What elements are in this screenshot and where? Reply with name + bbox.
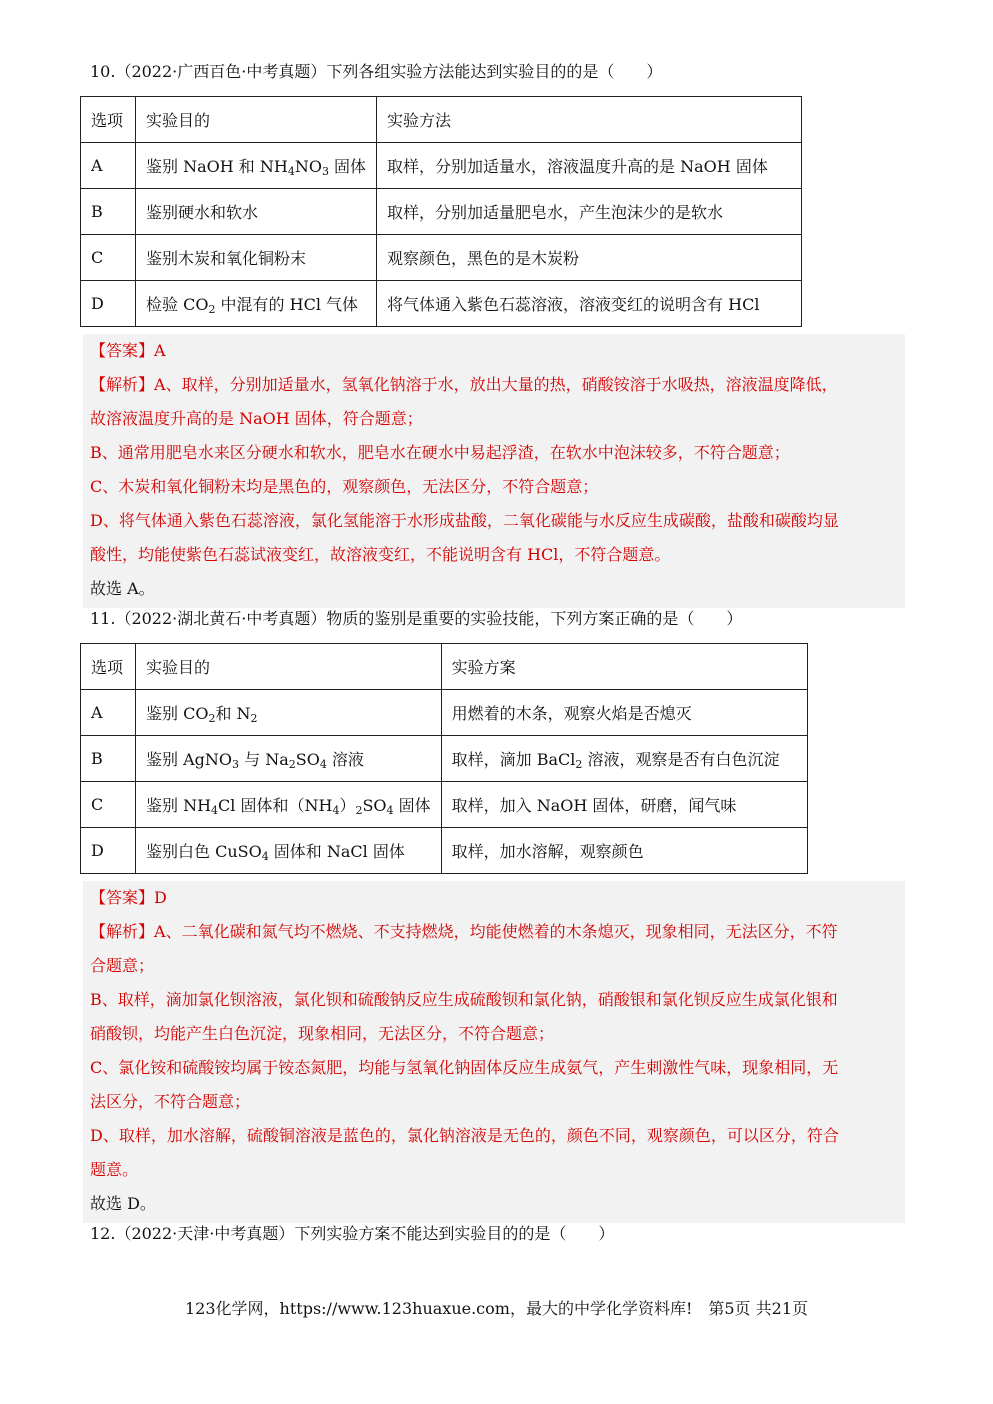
- header-method: 实验方法: [377, 97, 802, 143]
- table-row: [81, 189, 802, 235]
- method-cell: 取样，滴加 BaCl$_2$ 溶液，观察是否有白色沉淀: [441, 736, 807, 782]
- question-10-table: [80, 96, 802, 327]
- goal-cell: 鉴别木炭和氧化铜粉末: [136, 235, 377, 281]
- goal-cell: 鉴别白色 CuSO$_4$ 固体和 NaCl 固体: [136, 828, 442, 874]
- table-row: [81, 782, 808, 828]
- final-answer: 故选 D。: [90, 1194, 156, 1213]
- analysis-tag: 【解析】: [90, 922, 155, 941]
- table-row: [81, 235, 802, 281]
- answer-line: [90, 334, 905, 368]
- method-cell: 用燃着的木条，观察火焰是否熄灭: [441, 690, 807, 736]
- header-goal: 实验目的: [136, 644, 442, 690]
- analysis-line: B、取样，滴加氯化钡溶液，氯化钡和硫酸钠反应生成硫酸钡和氯化钠，硝酸银和氯化钡反应生成氯化银和: [90, 990, 838, 1009]
- option-cell: C: [81, 235, 136, 281]
- answer-key: D: [154, 888, 167, 907]
- answer-line: [90, 881, 905, 915]
- table-row: [81, 143, 802, 189]
- analysis-line: D、将气体通入紫色石蕊溶液，氯化氢能溶于水形成盐酸，二氧化碳能与水反应生成碳酸，盐酸和碳酸均显: [90, 511, 839, 530]
- method-cell: 将气体通入紫色石蕊溶液，溶液变红的说明含有 HCl: [377, 281, 802, 327]
- analysis-line: 法区分，不符合题意；: [90, 1092, 251, 1111]
- question-12-title: 12.（2022·天津·中考真题）下列实验方案不能达到实验目的的是（ ）: [90, 1224, 615, 1243]
- goal-cell: 鉴别 NaOH 和 $NH_4NO_3$ 固体: [136, 143, 377, 189]
- analysis-line: 【解析】A、取样，分别加适量水，氢氧化钠溶于水，放出大量的热，硝酸铵溶于水吸热，溶液温度降低，: [90, 375, 838, 394]
- table-row: [81, 690, 808, 736]
- method-cell: 取样，分别加适量水，溶液温度升高的是 NaOH 固体: [377, 143, 802, 189]
- option-cell: D: [81, 828, 136, 874]
- goal-cell: 检验 $CO_2$ 中混有的 HCl 气体: [136, 281, 377, 327]
- question-11-title: 11.（2022·湖北黄石·中考真题）物质的鉴别是重要的实验技能，下列方案正确的是（ ）: [90, 609, 743, 628]
- table-row: [81, 736, 808, 782]
- option-cell: A: [81, 143, 136, 189]
- table-header-row: [81, 97, 802, 143]
- option-cell: D: [81, 281, 136, 327]
- final-answer: 故选 A。: [90, 579, 155, 598]
- table-row: [81, 281, 802, 327]
- header-goal: 实验目的: [136, 97, 377, 143]
- option-cell: A: [81, 690, 136, 736]
- method-cell: 取样，分别加适量肥皂水，产生泡沫少的是软水: [377, 189, 802, 235]
- goal-cell: 鉴别 $NH_4Cl$ 固体和$(NH_4)_2SO_4$ 固体: [136, 782, 442, 828]
- goal-cell: 鉴别 AgNO$_3$ 与 $Na_2SO_4$ 溶液: [136, 736, 442, 782]
- analysis-line: 题意。: [90, 1160, 139, 1179]
- table-row: [81, 828, 808, 874]
- question-11-table: [80, 643, 808, 874]
- page-footer: 123化学网，https://www.123huaxue.com，最大的中学化学资料库! 第5页 共21页: [185, 1299, 808, 1318]
- analysis-line: C、氯化铵和硫酸铵均属于铵态氮肥，均能与氢氧化钠固体反应生成氨气，产生刺激性气味，现象相同，无: [90, 1058, 839, 1077]
- question-10-title: 10.（2022·广西百色·中考真题）下列各组实验方法能达到实验目的的是（ ）: [90, 62, 663, 81]
- analysis-line: 【解析】A、二氧化碳和氮气均不燃烧、不支持燃烧，均能使燃着的木条熄灭，现象相同，无法区分，不符: [90, 922, 838, 941]
- analysis-line: 酸性，均能使紫色石蕊试液变红，故溶液变红，不能说明含有 HCl，不符合题意。: [90, 545, 671, 564]
- analysis-line: 故溶液温度升高的是 NaOH 固体，符合题意；: [90, 409, 423, 428]
- method-cell: 观察颜色，黑色的是木炭粉: [377, 235, 802, 281]
- header-option: 选项: [81, 97, 136, 143]
- goal-cell: 鉴别硬水和软水: [136, 189, 377, 235]
- header-option: 选项: [81, 644, 136, 690]
- answer-tag: 【答案】: [90, 341, 155, 360]
- table-header-row: [81, 644, 808, 690]
- analysis-line: B、通常用肥皂水来区分硬水和软水，肥皂水在硬水中易起浮渣，在软水中泡沫较多，不符合题意；: [90, 443, 790, 462]
- option-cell: B: [81, 736, 136, 782]
- question-10-answer-box: [83, 334, 905, 608]
- analysis-line: D、取样，加水溶解，硫酸铜溶液是蓝色的，氯化钠溶液是无色的，颜色不同，观察颜色，可以区分，符合: [90, 1126, 839, 1145]
- option-cell: C: [81, 782, 136, 828]
- analysis-line: 合题意；: [90, 956, 155, 975]
- analysis-line: C、木炭和氧化铜粉末均是黑色的，观察颜色，无法区分，不符合题意；: [90, 477, 599, 496]
- analysis-tag: 【解析】: [90, 375, 155, 394]
- method-cell: 取样，加入 NaOH 固体，研磨，闻气味: [441, 782, 807, 828]
- header-method: 实验方案: [441, 644, 807, 690]
- goal-cell: 鉴别 $CO_2$和 $N_2$: [136, 690, 442, 736]
- answer-key: A: [154, 341, 166, 360]
- answer-tag: 【答案】: [90, 888, 155, 907]
- analysis-line: 硝酸钡，均能产生白色沉淀，现象相同，无法区分，不符合题意；: [90, 1024, 555, 1043]
- option-cell: B: [81, 189, 136, 235]
- question-11-answer-box: [83, 881, 905, 1223]
- method-cell: 取样，加水溶解，观察颜色: [441, 828, 807, 874]
